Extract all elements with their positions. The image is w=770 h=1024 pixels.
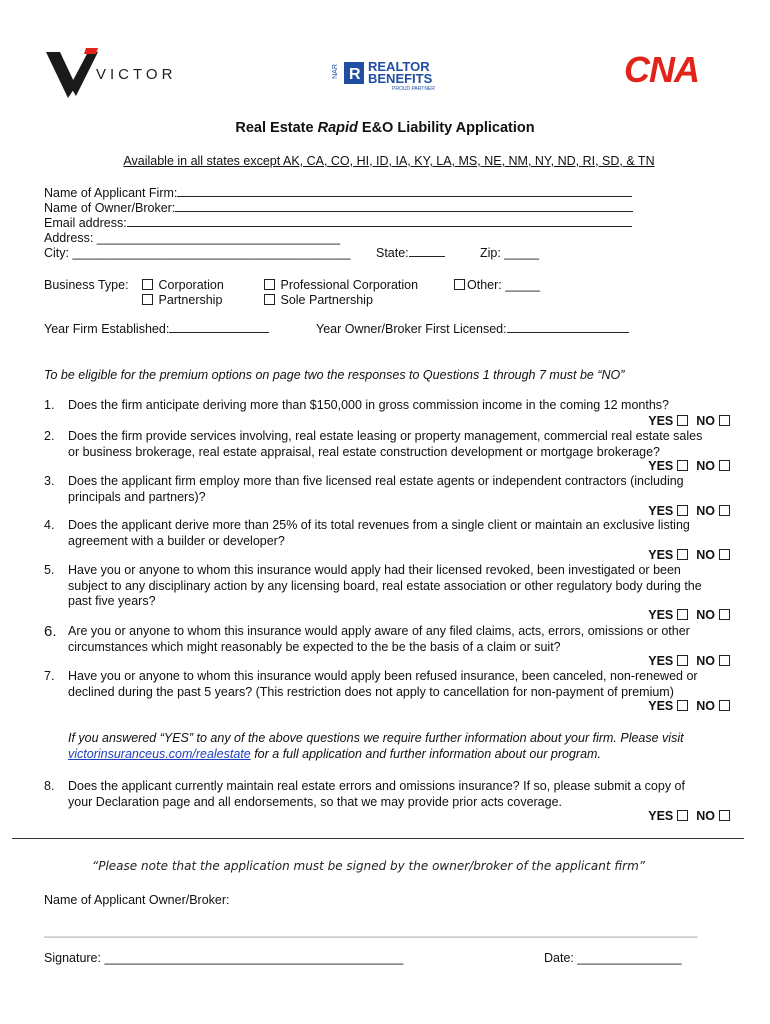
eligibility-note: To be eligible for the premium options on page two the responses to Questions 1 through 7 must be “NO”	[44, 368, 625, 382]
no-label: NO	[696, 414, 715, 428]
question-2	[44, 429, 704, 460]
no-label: NO	[696, 654, 715, 668]
question-4	[44, 518, 704, 549]
q1-no-checkbox[interactable]	[719, 415, 730, 426]
sole-partnership-label: Sole Partnership	[280, 293, 373, 307]
q1-yes-checkbox[interactable]	[677, 415, 688, 426]
question-4-answer	[648, 548, 730, 562]
q8-yes-checkbox[interactable]	[677, 810, 688, 821]
yes-label: YES	[648, 809, 674, 823]
firm-name-label: Name of Applicant Firm:	[44, 186, 178, 200]
zip-field[interactable]: Zip: _____	[480, 246, 540, 260]
yes-label: YES	[648, 654, 674, 668]
question-text: Have you or anyone to whom this insurance would apply had their licensed revoked, been investigated or been subject to any disciplinary action by any licensing board, real estate association or other regulatory body during the past five years?	[68, 563, 702, 608]
question-number: 4.	[44, 518, 55, 532]
q7-yes-checkbox[interactable]	[677, 700, 688, 711]
question-8-answer	[648, 809, 730, 823]
question-5-answer	[648, 608, 730, 622]
no-label: NO	[696, 608, 715, 622]
q3-yes-checkbox[interactable]	[677, 505, 688, 516]
owner-name-row	[44, 201, 644, 216]
no-label: NO	[696, 699, 715, 713]
sole-partnership-option[interactable]	[262, 293, 373, 308]
section-divider	[12, 838, 744, 839]
firm-name-input[interactable]	[177, 186, 632, 197]
victor-realestate-link[interactable]: victorinsuranceus.com/realestate	[68, 746, 251, 761]
q5-no-checkbox[interactable]	[719, 609, 730, 620]
address-row[interactable]: Address: ___________________________________	[44, 231, 341, 245]
question-3-answer	[648, 504, 730, 518]
question-number: 3.	[44, 474, 55, 488]
year-owner-label: Year Owner/Broker First Licensed:	[316, 322, 507, 336]
business-type-label: Business Type:	[44, 278, 129, 292]
yes-label: YES	[648, 504, 674, 518]
email-row	[44, 216, 644, 231]
realtor-tag: PROUD PARTNER	[392, 86, 435, 92]
question-2-answer	[648, 459, 730, 473]
q6-yes-checkbox[interactable]	[677, 655, 688, 666]
q6-no-checkbox[interactable]	[719, 655, 730, 666]
state-label: State:	[376, 246, 409, 260]
question-7	[44, 669, 704, 700]
yes-label: YES	[648, 608, 674, 622]
question-text: Does the applicant firm employ more than five licensed real estate agents or independent contractors (including principals and partners)?	[68, 474, 684, 504]
svg-text:R: R	[349, 66, 361, 83]
year-firm-established	[44, 322, 269, 337]
year-firm-label: Year Firm Established:	[44, 322, 170, 336]
question-5	[44, 563, 704, 610]
owner-name-input[interactable]	[175, 201, 633, 212]
owner-name-label: Name of Owner/Broker:	[44, 201, 176, 215]
question-8	[44, 779, 704, 810]
partnership-checkbox[interactable]	[142, 294, 153, 305]
no-label: NO	[696, 459, 715, 473]
other-label: Other: _____	[467, 278, 540, 292]
yes-label: YES	[648, 459, 674, 473]
professional-corporation-checkbox[interactable]	[264, 279, 275, 290]
victor-logo	[46, 46, 176, 98]
availability-note: Available in all states except AK, CA, CO, HI, ID, IA, KY, LA, MS, NE, NM, NY, ND, RI, SD, & TN	[123, 154, 655, 168]
yes-label: YES	[648, 548, 674, 562]
q8-no-checkbox[interactable]	[719, 810, 730, 821]
title-pre: Real Estate	[235, 120, 318, 136]
q2-yes-checkbox[interactable]	[677, 460, 688, 471]
nar-side-text: NAR	[331, 64, 339, 79]
professional-corporation-label: Professional Corporation	[280, 278, 419, 292]
realtor-r-block-icon	[344, 62, 364, 84]
title-post: E&O Liability Application	[357, 120, 535, 136]
email-label: Email address:	[44, 216, 127, 230]
yes-label: YES	[648, 414, 674, 428]
title-emphasis: Rapid	[317, 120, 358, 136]
question-text: Does the applicant derive more than 25% of its total revenues from a single client or maintain an exclusive listing agreement with a builder or developer?	[68, 518, 690, 548]
signature-requirement-note: “Please note that the application must be signed by the owner/broker of the applicant firm”	[92, 859, 645, 873]
question-number: 8.	[44, 779, 55, 793]
question-number: 2.	[44, 429, 55, 443]
question-number: 1.	[44, 398, 55, 412]
other-option[interactable]	[452, 278, 540, 293]
corporation-checkbox[interactable]	[142, 279, 153, 290]
question-text: Does the applicant currently maintain real estate errors and omissions insurance? If so, please submit a copy of your Declaration page and all endorsements, so that we may provide prior acts coverage.	[68, 779, 685, 809]
no-label: NO	[696, 548, 715, 562]
year-owner-licensed	[316, 322, 629, 337]
year-firm-input[interactable]	[169, 322, 269, 333]
question-6-answer	[648, 654, 730, 668]
question-3	[44, 474, 704, 505]
q4-yes-checkbox[interactable]	[677, 549, 688, 560]
realtor-line2: BENEFITS	[368, 71, 433, 86]
q3-no-checkbox[interactable]	[719, 505, 730, 516]
realtor-line1: REALTOR	[368, 59, 430, 74]
question-6	[44, 624, 704, 655]
sole-partnership-checkbox[interactable]	[264, 294, 275, 305]
question-1-answer	[648, 414, 730, 428]
question-7-answer	[648, 699, 730, 713]
email-input[interactable]	[127, 216, 632, 227]
question-text: Have you or anyone to whom this insurance would apply been refused insurance, been canceled, non-renewed or declined during the past 5 years? (This restriction does not apply to cancellation for non-payment of premium)	[68, 669, 698, 699]
question-number: 6.	[44, 623, 57, 640]
city-state-zip-row	[44, 246, 644, 261]
question-number: 5.	[44, 563, 55, 577]
question-number: 7.	[44, 669, 55, 683]
corporation-option[interactable]	[140, 278, 224, 293]
q4-no-checkbox[interactable]	[719, 549, 730, 560]
q2-no-checkbox[interactable]	[719, 460, 730, 471]
no-label: NO	[696, 809, 715, 823]
yes-note-post: for a full application and further information about our program.	[250, 746, 601, 761]
owner-name-blank[interactable]: ______________________________________________________________________________________________	[44, 924, 698, 938]
corporation-label: Corporation	[158, 278, 224, 292]
owner-name-label: Name of Applicant Owner/Broker:	[44, 893, 230, 907]
q5-yes-checkbox[interactable]	[677, 609, 688, 620]
state-field[interactable]	[376, 246, 445, 261]
other-checkbox[interactable]	[454, 279, 465, 290]
yes-note-pre: If you answered “YES” to any of the above questions we require further information about your firm. Please visit	[68, 731, 684, 745]
partnership-option[interactable]	[140, 293, 222, 308]
page-title	[0, 120, 770, 136]
applicant-fields	[44, 186, 644, 261]
year-owner-input[interactable]	[507, 322, 629, 333]
victor-v-mark-icon	[46, 46, 102, 98]
cna-logo: CNA	[624, 49, 699, 90]
no-label: NO	[696, 504, 715, 518]
victor-logo-text: VICTOR	[96, 66, 177, 83]
state-input[interactable]	[409, 246, 445, 257]
partnership-label: Partnership	[158, 293, 223, 307]
q7-no-checkbox[interactable]	[719, 700, 730, 711]
firm-name-row	[44, 186, 644, 201]
question-text: Does the firm anticipate deriving more than $150,000 in gross commission income in the coming 12 months?	[68, 398, 670, 412]
question-1	[44, 398, 704, 414]
yes-followup-note	[68, 731, 708, 762]
realtor-benefits-logo	[331, 56, 454, 96]
professional-corporation-option[interactable]	[262, 278, 418, 293]
city-field[interactable]: City: ________________________________________	[44, 246, 351, 260]
question-text: Does the firm provide services involving, real estate leasing or property management, commercial real estate sales or business brokerage, real estate appraisal, real estate construction development or mortgage brokerage?	[68, 429, 703, 459]
date-field[interactable]: Date: _______________	[544, 951, 682, 965]
signature-field[interactable]: Signature: ___________________________________________	[44, 951, 404, 965]
yes-label: YES	[648, 699, 674, 713]
question-text: Are you or anyone to whom this insurance would apply aware of any filed claims, acts, errors, omissions or other circumstances which might reasonably be expected to the be the basis of a claim or suit?	[68, 624, 690, 654]
